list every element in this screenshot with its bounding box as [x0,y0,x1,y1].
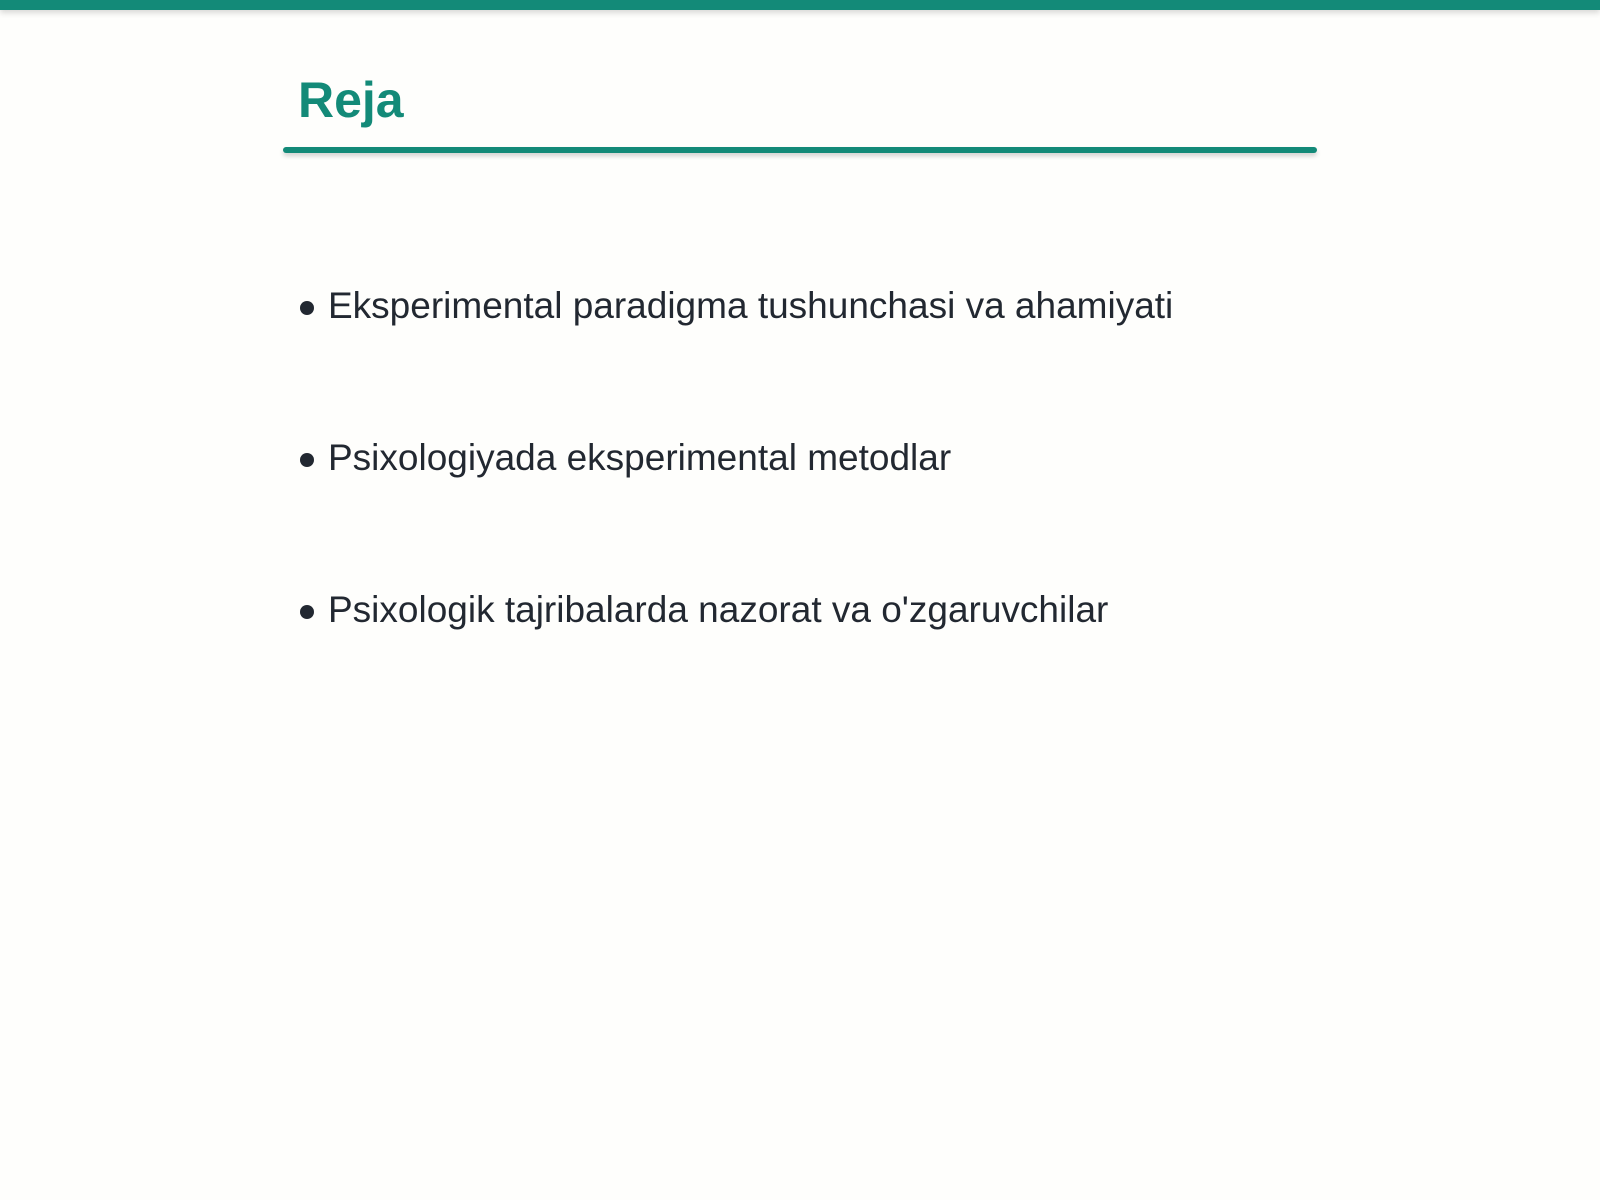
bullet-icon [300,453,314,467]
bullet-list [300,280,1300,736]
bullet-text: Eksperimental paradigma tushunchasi va ahamiyati [328,285,1174,326]
bullet-text: Psixologiyada eksperimental metodlar [328,437,952,478]
slide-title: Reja [298,72,404,128]
list-item [300,432,1300,484]
list-item [300,280,1300,332]
title-underline [283,147,1317,153]
list-item [300,584,1300,636]
bullet-text: Psixologik tajribalarda nazorat va o'zgaruvchilar [328,589,1109,630]
bullet-icon [300,301,314,315]
top-accent-bar [0,0,1600,10]
bullet-icon [300,605,314,619]
